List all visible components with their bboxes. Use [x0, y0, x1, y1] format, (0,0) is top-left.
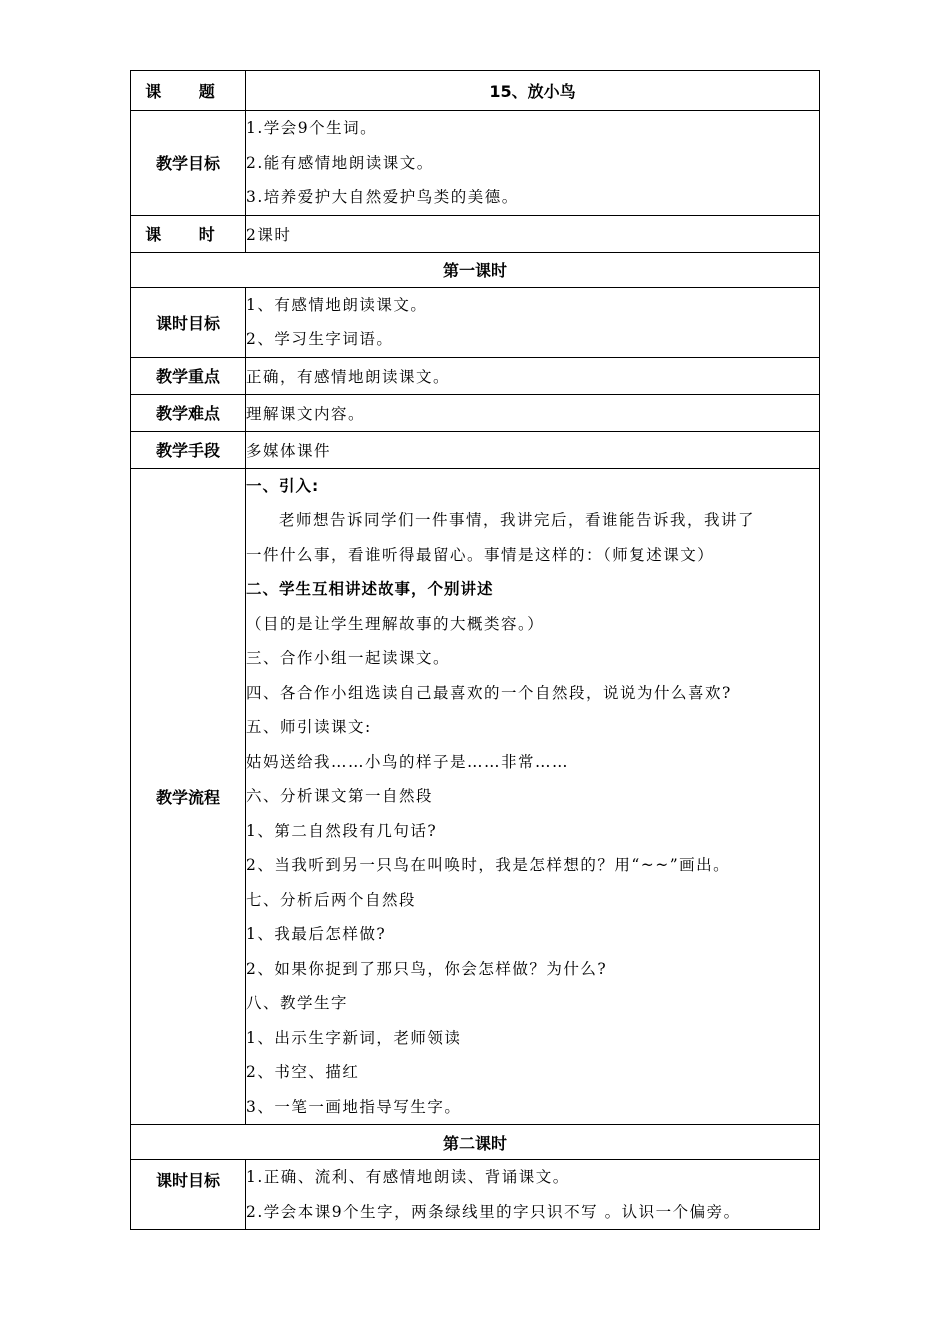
objective-line: 2.学会本课9个生字，两条绿线里的字只识不写 。认识一个偏旁。 — [246, 1202, 741, 1221]
process-line: 1、第二自然段有几句话? — [246, 821, 438, 840]
periods-value: 2课时 — [246, 215, 820, 252]
process-line: 四、各合作小组选读自己最喜欢的一个自然段，说说为什么喜欢? — [246, 683, 732, 702]
teaching-process-label: 教学流程 — [131, 468, 246, 1125]
lesson2-objectives-row — [131, 1160, 820, 1230]
process-line: 2、当我听到另一只鸟在叫唤时，我是怎样想的？用“~~”画出。 — [246, 856, 731, 874]
objective-line: 1、有感情地朗读课文。 — [246, 295, 428, 314]
process-line: 2、书空、描红 — [246, 1063, 360, 1081]
lesson1-objectives-row — [131, 287, 820, 357]
lesson2-objectives-content — [246, 1160, 820, 1230]
teaching-goals-content — [246, 111, 820, 216]
periods-label: 课 时 — [131, 215, 246, 252]
difficulty-row — [131, 394, 820, 431]
key-point-label: 教学重点 — [131, 357, 246, 394]
title-row — [131, 71, 820, 111]
objective-line: 1.正确、流利、有感情地朗读、背诵课文。 — [246, 1168, 570, 1186]
process-step-heading: 二、学生互相讲述故事，个别讲述 — [246, 580, 494, 598]
teaching-process-row — [131, 468, 820, 1125]
lesson2-heading-row — [131, 1125, 820, 1160]
process-line: 1、出示生字新词，老师领读 — [246, 1028, 462, 1047]
lesson1-objectives-content — [246, 287, 820, 357]
process-line: 3、一笔一画地指导写生字。 — [246, 1097, 462, 1116]
means-row — [131, 431, 820, 468]
lesson1-heading: 第一课时 — [131, 252, 820, 287]
teaching-goals-label: 教学目标 — [131, 111, 246, 216]
key-point-row — [131, 357, 820, 394]
process-line: 一件什么事，看谁听得最留心。事情是这样的：（师复述课文） — [246, 545, 715, 564]
difficulty-label: 教学难点 — [131, 394, 246, 431]
process-line: 姑妈送给我……小鸟的样子是……非常…… — [246, 752, 570, 771]
process-line: 2、如果你捉到了那只鸟，你会怎样做？为什么? — [246, 959, 608, 978]
periods-row — [131, 215, 820, 252]
lesson2-heading: 第二课时 — [131, 1125, 820, 1160]
process-line: （目的是让学生理解故事的大概类容。） — [246, 614, 545, 633]
process-line: 老师想告诉同学们一件事情，我讲完后，看谁能告诉我，我讲了 — [279, 511, 756, 529]
lesson1-objectives-label: 课时目标 — [131, 287, 246, 357]
teaching-goals-row — [131, 111, 820, 216]
lesson2-objectives-label: 课时目标 — [131, 1160, 246, 1230]
process-line: 三、合作小组一起读课文。 — [246, 649, 451, 667]
process-line: 五、师引读课文: — [246, 718, 372, 736]
goal-line: 3.培养爱护大自然爱护鸟类的美德。 — [246, 188, 519, 206]
lesson-title: 15、放小鸟 — [246, 71, 820, 111]
process-line: 六、分析课文第一自然段 — [246, 787, 434, 805]
means-value: 多媒体课件 — [246, 431, 820, 468]
difficulty-value: 理解课文内容。 — [246, 394, 820, 431]
goal-line: 1.学会9个生词。 — [246, 119, 378, 137]
teaching-process-content — [246, 468, 820, 1125]
objective-line: 2、学习生字词语。 — [246, 330, 394, 348]
process-line: 七、分析后两个自然段 — [246, 890, 417, 909]
lesson1-heading-row — [131, 252, 820, 287]
key-point-value: 正确，有感情地朗读课文。 — [246, 357, 820, 394]
process-line: 八、教学生字 — [246, 994, 349, 1012]
process-step-heading: 一、引入: — [246, 476, 320, 495]
process-line: 1、我最后怎样做? — [246, 925, 387, 943]
means-label: 教学手段 — [131, 431, 246, 468]
lesson-plan-table — [130, 70, 820, 1230]
goal-line: 2.能有感情地朗读课文。 — [246, 153, 434, 172]
topic-label: 课 题 — [131, 71, 246, 111]
